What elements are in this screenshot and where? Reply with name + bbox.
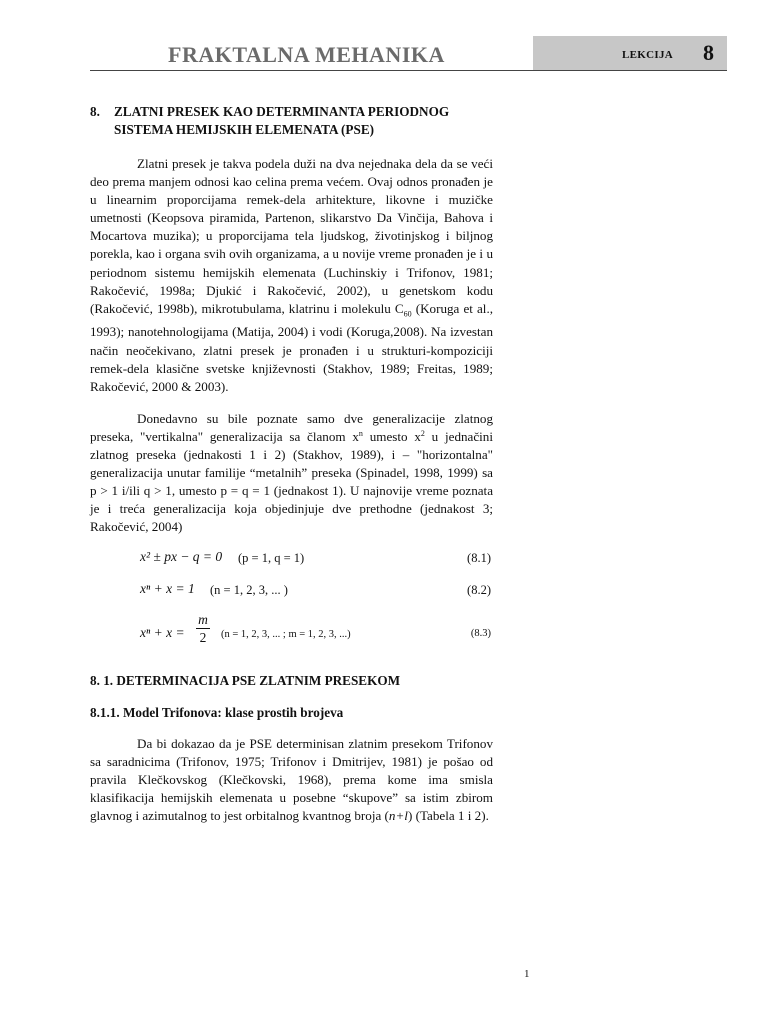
paragraph-2-text-c: u jednačini zlatnog preseka (jednakosti 1 i 2) (Stakhov, 1989), i – "horizontalna" generalizacija unutar familije “metalnih” preseka (Spinadel, 1998, 1999) sa p > 1 i/ili q > 1, umesto p = q = 1 (jednakost 1). U najnovije vreme poznata je i treća generalizacija koja objedinjuje dve prethodne (jednakost 3; Rakočević, 2004) [90,428,493,535]
lekcija-label: LEKCIJA [622,49,673,61]
equation-8-3 [90,612,493,652]
paragraph-1-text-b: (Koruga et al., 1993); nanotehnologijama (Matija, 2004) i vodi (Koruga,2008). Na izvestan način neočekivano, zlatni presek je pronađen i u strukturi-kompoziciji remek-dela klasične svetske književnosti (Stakhov, 1989; Freitas, 1989; Rakočević, 2000 & 2003). [90,300,493,394]
quantum-sum-nl: n+l [388,808,408,824]
section-number: 8. [90,104,100,119]
paragraph-golden-ratio [90,155,493,396]
paragraph-2-text-a: Donedavno su bile poznate samo dve generalizacije zlatnog preseka, "vertikalna" generalizacija sa članom x [90,410,493,444]
equation-8-2-lhs: xⁿ + x = 1 [140,581,195,597]
subsection-heading: 8. 1. DETERMINACIJA PSE ZLATNIM PRESEKOM [90,673,401,689]
paragraph-trifonov-model [90,735,493,825]
page-content [90,103,493,825]
subsubsection-heading: 8.1.1. Model Trifonova: klase prostih brojeva [90,704,344,720]
paragraph-1-text-a: Zlatni presek je takva podela duži na dva nejednaka dela da se veći deo prema manjem odnosi kao celina prema većem. Ovaj odnos pronađen je u linearnim proporcijama remek-dela arhitekture, likovne i muzičke umetnosti (Keopsova piramida, Partenon, slikarstvo Da Vinčija, Bahova i Mocartova muzika); u proporcijama tela ljudskog, životinjskog i biljnog porekla, kao i organa svih ovih organizama, a u novije vreme pronađen je i u periodnom sistemu hemijskih elemenata (Luchinskiy i Trifonov, 1981; Rakočević, 1998a; Djukić i Rakočević, 2002), u genetskom kodu (Rakočević, 1998b), mikrotubulama, klatrinu i molekulu C [90,156,493,316]
superscript-2: 2 [420,428,425,438]
equation-8-2-number: (8.2) [467,583,491,598]
equation-8-2-condition: (n = 1, 2, 3, ... ) [210,583,288,598]
equation-8-3-number: (8.3) [470,628,491,640]
equation-8-1-condition: (p = 1, q = 1) [238,551,305,566]
lekcija-number: 8 [703,40,714,65]
c60-subscript: 60 [403,309,412,319]
paragraph-3-text-b: ) (Tabela 1 i 2). [407,808,489,824]
paragraph-3-text-a: Da bi dokazao da je PSE determinisan zlatnim presekom Trifonov sa saradnicima (Trifonov, 1975; Trifonov i Dmitrijev, 1981) je pošao od pravila Klečkovskog (Klečkovski, 1968), prema kome ima smisla klasifikacija hemijskih elemenata u posebne “skupove” sa istim zbirom glavnog i azimutalnog to jest orbitalnog kvantnog broja ( [90,735,493,824]
page-number: 1 [524,968,530,980]
equation-8-1 [90,546,493,570]
equation-8-1-number: (8.1) [467,551,491,566]
equation-8-3-fraction [196,612,210,647]
equation-8-3-condition: (n = 1, 2, 3, ... ; m = 1, 2, 3, ...) [221,629,351,641]
paragraph-generalizations [90,410,493,537]
paragraph-2-text-b: umesto x [362,428,421,444]
section-title: ZLATNI PRESEK KAO DETERMINANTA PERIODNOG SISTEMA HEMIJSKIH ELEMENATA (PSE) [114,104,450,137]
superscript-n: n [358,428,363,438]
header-rule [90,70,727,71]
fraction-numerator: m [196,612,210,629]
section-heading [90,103,493,139]
running-header-title: FRAKTALNA MEHANIKA [168,42,445,67]
equation-8-3-lhs: xⁿ + x = [140,625,185,641]
equation-8-2 [90,578,493,602]
equation-8-1-lhs: x² ± px − q = 0 [140,549,223,565]
fraction-denominator: 2 [199,630,207,646]
